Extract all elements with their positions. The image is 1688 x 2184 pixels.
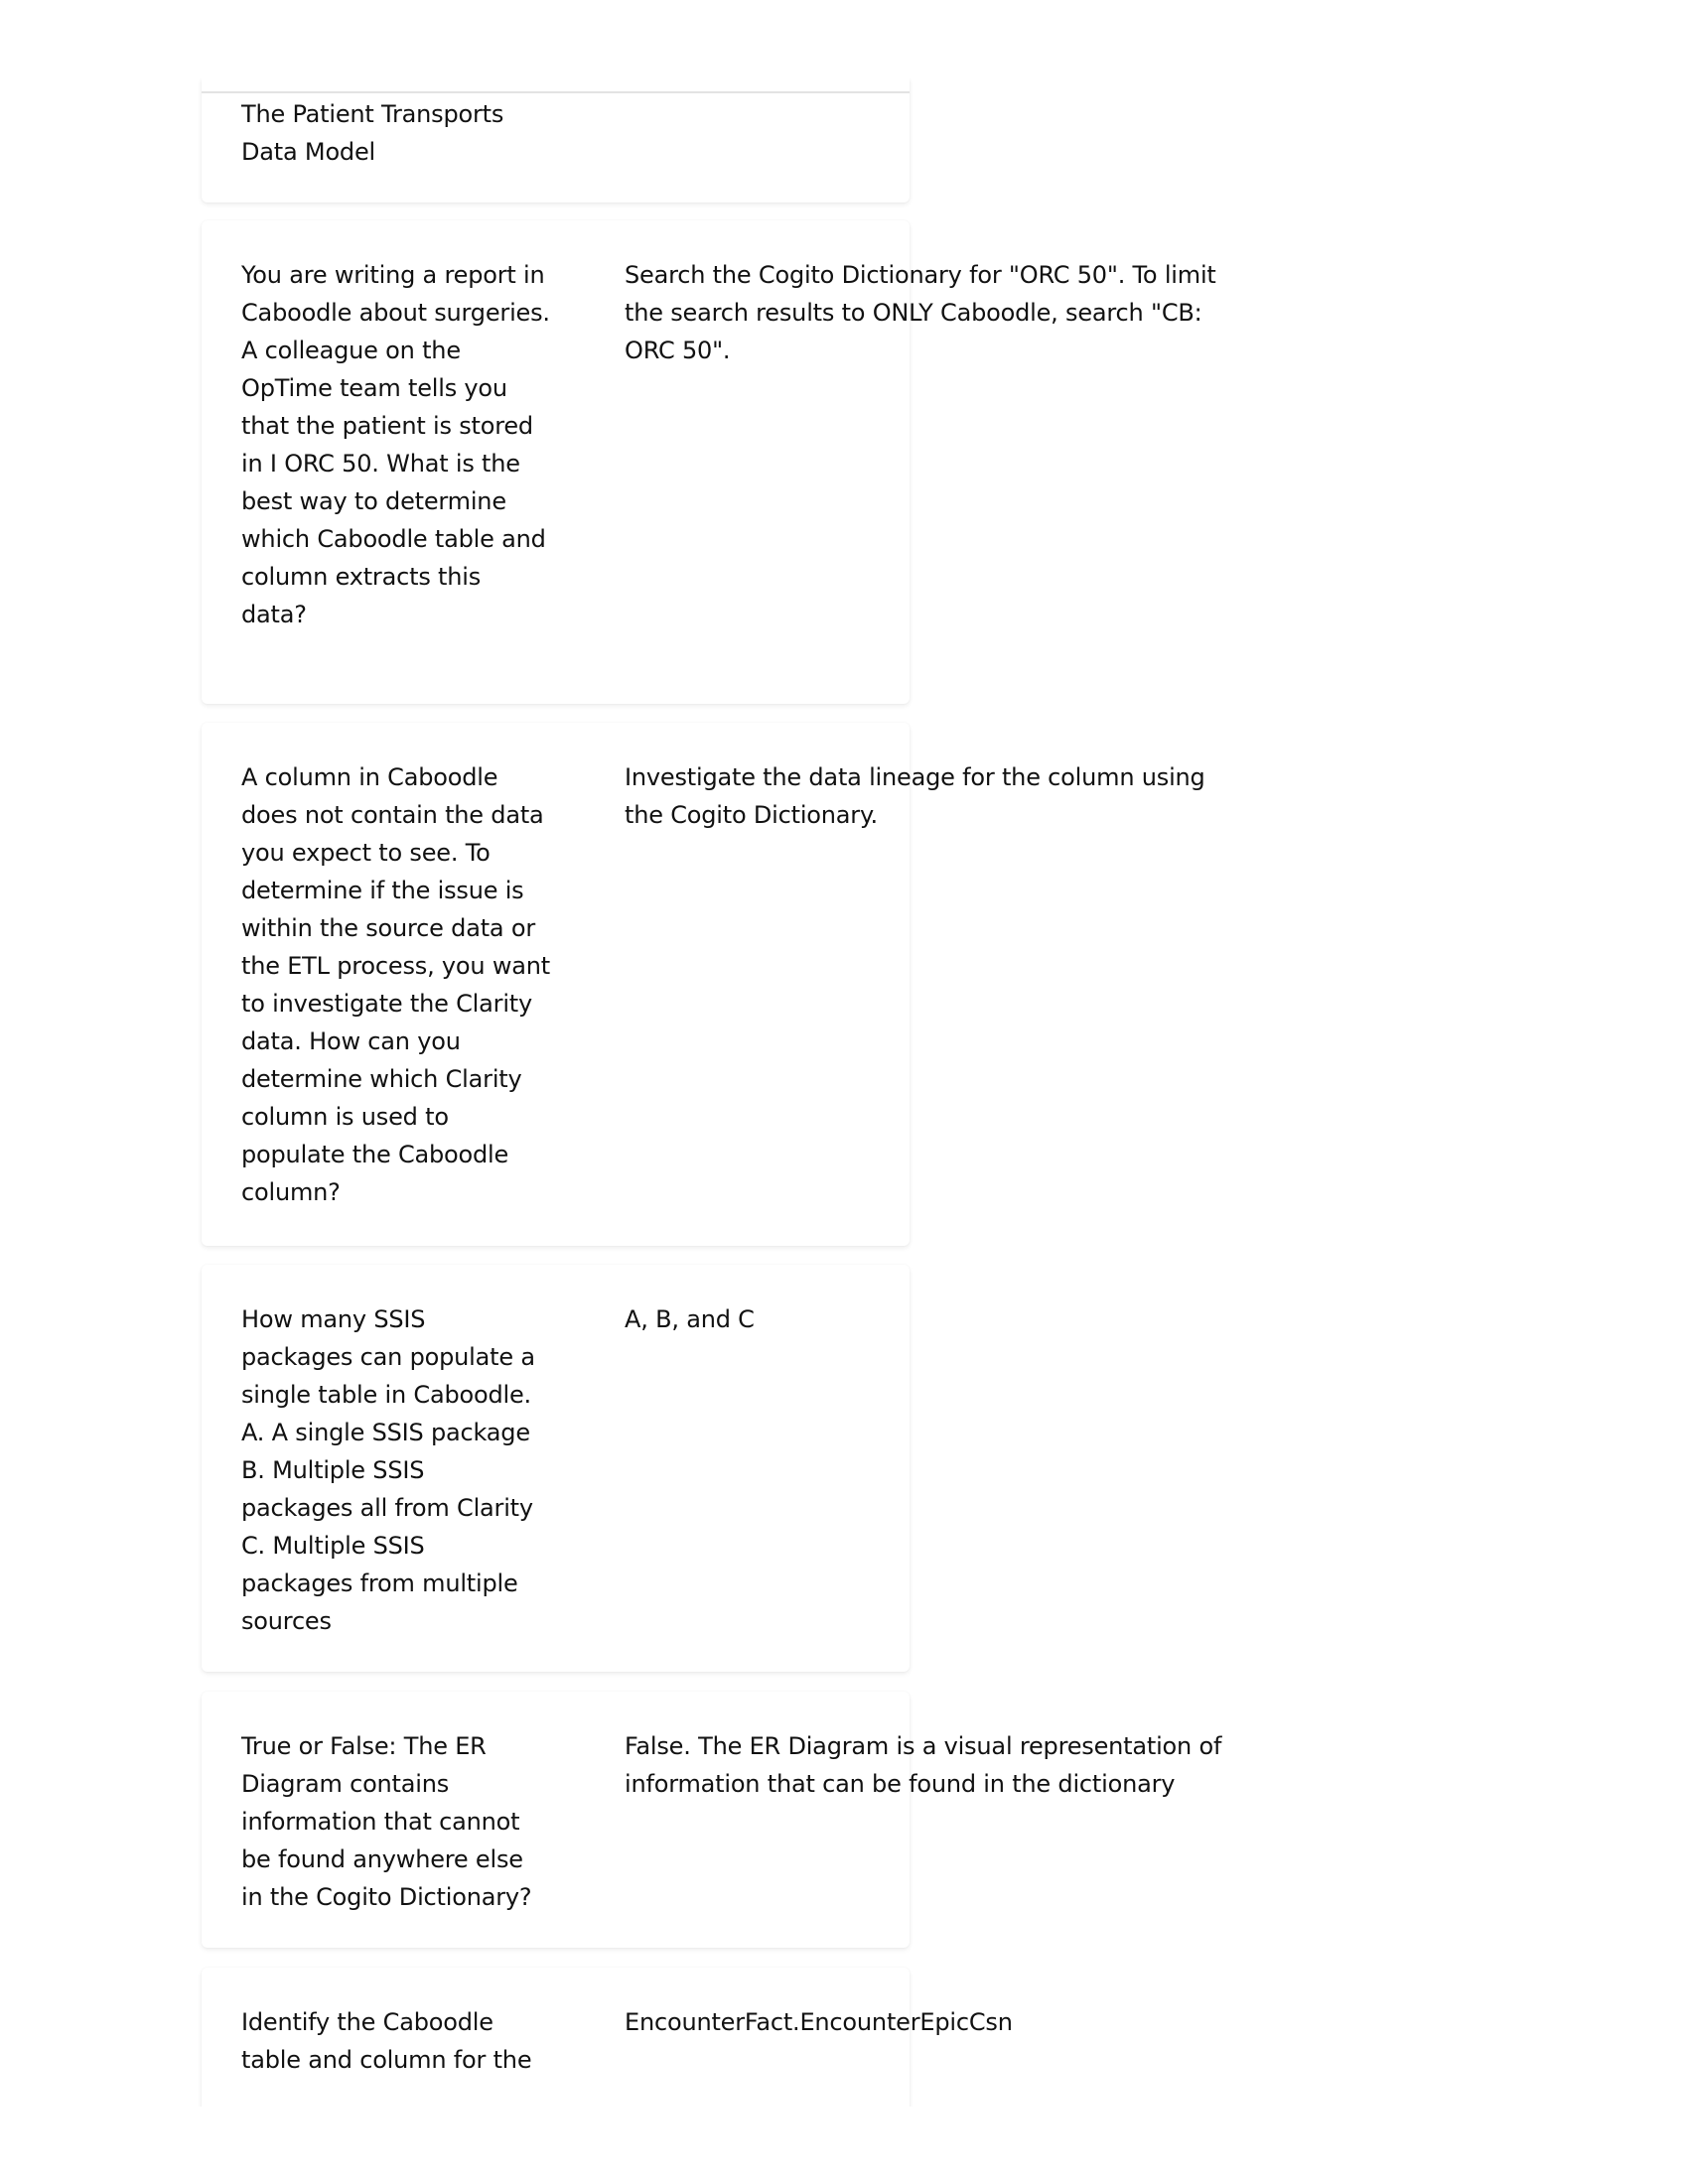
flashcard[interactable] [202,1265,910,1672]
card-divider [202,91,910,93]
flashcard[interactable] [202,78,910,203]
card-definition: Search the Cogito Dictionary for "ORC 50". To limit the search results to ONLY Caboodle, search "CB: ORC 50". [625,261,1216,364]
term-line: How many SSIS [241,1305,426,1333]
term-line: B. Multiple SSIS [241,1456,425,1484]
flashcard[interactable] [202,1968,1013,2107]
term-line: sources [241,1607,332,1635]
card-term: A column in Caboodle does not contain the data you expect to see. To determine if the issue is within the source data or the ETL process, you want to investigate the Clarity data. How can you determine which Clarity column is used to populate the Caboodle column? [241,763,551,1206]
card-definition: EncounterFact.EncounterEpicCsn [625,2008,1013,2036]
flashcard[interactable] [202,723,1205,1246]
term-line: single table in Caboodle. [241,1381,531,1409]
card-term: The Patient Transports Data Model [241,100,504,166]
term-line: A. A single SSIS package [241,1419,530,1446]
flashcard-list [0,78,1688,2107]
card-term [241,1300,551,1640]
card-definition: A, B, and C [625,1305,755,1333]
card-definition: False. The ER Diagram is a visual representation of information that can be found in the dictionary [625,1732,1222,1798]
card-definition: Investigate the data lineage for the column using the Cogito Dictionary. [625,763,1205,829]
term-line: packages can populate a [241,1343,535,1371]
term-line: C. Multiple SSIS [241,1532,425,1560]
term-line: packages all from Clarity [241,1494,533,1522]
term-line: packages from multiple [241,1570,518,1597]
card-term: True or False: The ER Diagram contains information that cannot be found anywhere else in the Cogito Dictionary? [241,1732,532,1911]
card-term: You are writing a report in Caboodle about surgeries. A colleague on the OpTime team tells you that the patient is stored in I ORC 50. What is the best way to determine which Caboodle table and column extracts this data? [241,261,550,628]
flashcard[interactable] [202,220,1216,704]
card-term: Identify the Caboodle table and column for the [241,2008,532,2074]
flashcard[interactable] [202,1692,1222,1948]
